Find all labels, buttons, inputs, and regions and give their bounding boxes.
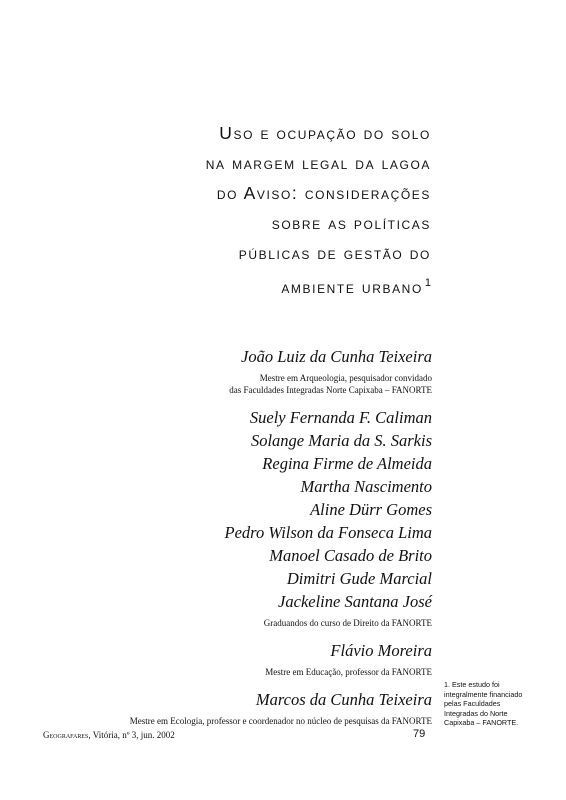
- article-title: [51, 118, 431, 302]
- author-affiliation: Mestre em Ecologia, professor e coordenador no núcleo de pesquisas da FANORTE: [129, 716, 432, 726]
- title-line-5: públicas de gestão do: [238, 243, 431, 263]
- title-line-2: na margem legal da lagoa: [205, 153, 431, 173]
- footnote-line: 1. Este estudo foi: [444, 680, 500, 689]
- title-line-6-text: ambiente urbano: [281, 277, 423, 297]
- author-affiliation: Mestre em Educação, professor da FANORTE: [265, 667, 432, 677]
- author-list: [12, 345, 432, 727]
- author-name: Dimitri Gude Marcial: [286, 569, 432, 588]
- journal-citation: [43, 730, 175, 740]
- author-affiliation: Mestre em Arqueologia, pesquisador convidado: [259, 373, 432, 383]
- author-name: Martha Nascimento: [300, 477, 432, 496]
- title-line-4: sobre as políticas: [271, 213, 431, 233]
- author-name: Aline Dürr Gomes: [310, 500, 432, 519]
- title-line-1: Uso e ocupação do solo: [219, 123, 431, 143]
- footnote: [444, 680, 559, 728]
- title-footnote-marker: 1: [424, 277, 431, 289]
- footnote-line: Integradas do Norte: [444, 708, 508, 718]
- journal-name: Geografares: [43, 730, 89, 740]
- author-affiliation: das Faculdades Integradas Norte Capixaba – FANORTE: [229, 385, 432, 395]
- author-name: Marcos da Cunha Teixeira: [255, 690, 432, 709]
- group-affiliation: Graduandos do curso de Direito da FANORTE: [263, 618, 432, 628]
- author-name: Regina Firme de Almeida: [262, 454, 432, 473]
- author-name: Suely Fernanda F. Caliman: [249, 408, 432, 427]
- page-number: 79: [413, 728, 426, 740]
- author-name: João Luiz da Cunha Teixeira: [241, 347, 432, 366]
- footnote-line: pelas Faculdades: [444, 699, 501, 708]
- title-line-3: do Aviso: considerações: [216, 183, 431, 203]
- journal-issue: , Vitória, nº 3, jun. 2002: [88, 730, 175, 740]
- author-name: Jackeline Santana José: [278, 592, 432, 611]
- footnote-line: integralmente financiado: [444, 689, 523, 699]
- author-name: Solange Maria da S. Sarkis: [250, 431, 432, 450]
- author-name: Pedro Wilson da Fonseca Lima: [224, 523, 432, 542]
- author-name: Manoel Casado de Brito: [269, 546, 432, 565]
- author-name: Flávio Moreira: [330, 641, 432, 660]
- title-line-6: [51, 268, 431, 302]
- footnote-line: Capixaba – FANORTE.: [444, 718, 519, 727]
